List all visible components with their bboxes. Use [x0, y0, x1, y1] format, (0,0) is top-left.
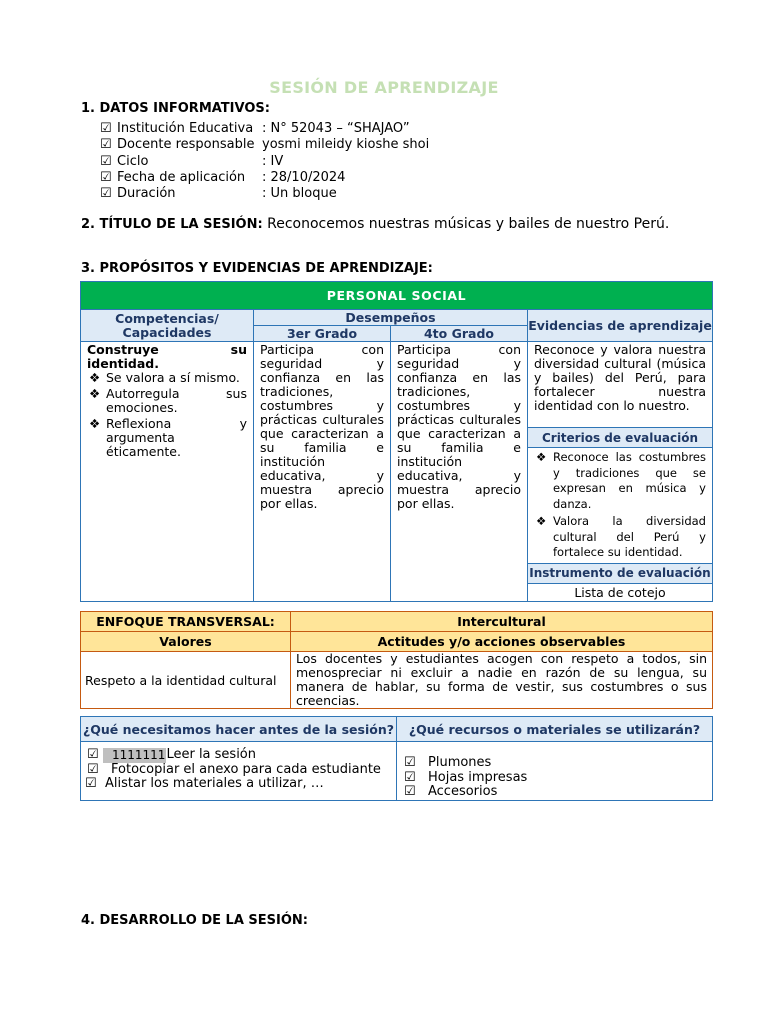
col-competencias-header: Competencias/ Capacidades	[81, 310, 254, 342]
datos-value: yosmi mileidy kioshe shoi	[262, 137, 430, 153]
preparacion-table	[80, 716, 713, 801]
datos-value: : IV	[262, 153, 284, 169]
datos-label: Ciclo	[117, 153, 149, 169]
criterios-list	[534, 450, 706, 561]
list-item: ❖ Se valora a sí mismo.	[89, 370, 240, 385]
col-desempenos-header: Desempeños	[254, 310, 528, 326]
desempeno-grado4-cell: Participa con seguridad y confianza en las tradiciones, costumbres y prácticas culturales que caracterizan a su familia e institución educativa, y muestra aprecio por ellas.	[391, 342, 528, 602]
checkbox-icon: ☑	[87, 747, 99, 762]
capacidades-list	[87, 371, 247, 459]
col-actitudes-header: Actitudes y/o acciones observables	[291, 632, 713, 652]
desempeno-grado3-cell: Participa con seguridad y confianza en las tradiciones, costumbres y prácticas culturales que caracterizan a su familia e institución educativa, y muestra aprecio por ellas.	[254, 342, 391, 602]
checkbox-icon: ☑	[100, 121, 112, 136]
criterios-cell	[528, 448, 713, 564]
actitud-cell: Los docentes y estudiantes acogen con respeto a todos, sin menospreciar ni excluir a nadie en razón de su lengua, su manera de hablar, su forma de vestir, sus costumbres o sus creencias.	[291, 652, 713, 709]
list-item: ❖ Autorregula sus emociones.	[89, 386, 247, 415]
instrumento-cell: Lista de cotejo	[528, 583, 713, 601]
datos-label: Institución Educativa	[117, 121, 254, 136]
item-text: Leer la sesión	[166, 747, 256, 762]
antes-list	[81, 742, 397, 801]
propositos-table	[80, 281, 713, 602]
datos-label: Docente responsable	[117, 137, 255, 153]
list-item	[87, 777, 396, 792]
list-item	[87, 748, 396, 763]
list-item	[404, 771, 712, 786]
datos-row	[100, 154, 429, 170]
competencias-cell	[81, 342, 254, 602]
col-grado3-header: 3er Grado	[254, 326, 391, 342]
checkbox-icon: ☑	[100, 137, 112, 153]
area-header: PERSONAL SOCIAL	[81, 282, 713, 310]
enfoque-label: ENFOQUE TRANSVERSAL:	[81, 612, 291, 632]
list-item: ❖ Valora la diversidad cultural del Perú y fortalece su identidad.	[536, 514, 706, 559]
datos-row	[100, 137, 429, 153]
col-valores-header: Valores	[81, 632, 291, 652]
checkbox-icon: ☑	[100, 153, 112, 169]
col-grado4-header: 4to Grado	[391, 326, 528, 342]
criterios-header: Criterios de evaluación	[528, 428, 713, 448]
checkbox-icon: ☑	[404, 784, 416, 799]
session-title-label: 2. TÍTULO DE LA SESIÓN:	[81, 217, 263, 232]
diamond-bullet-icon: ❖	[536, 514, 547, 528]
datos-row	[100, 186, 429, 202]
list-item	[404, 756, 712, 771]
list-item	[404, 785, 712, 800]
section-datos-heading: 1. DATOS INFORMATIVOS:	[81, 101, 270, 116]
checkbox-icon: ☑	[87, 761, 99, 777]
checkbox-icon: ☑	[404, 769, 416, 785]
valor-cell: Respeto a la identidad cultural	[81, 652, 291, 709]
highlight-text: 1111111	[103, 748, 166, 763]
checkbox-icon: ☑	[85, 776, 97, 791]
datos-label: Fecha de aplicación	[117, 169, 246, 185]
diamond-bullet-icon: ❖	[89, 370, 101, 385]
diamond-bullet-icon: ❖	[536, 450, 547, 464]
checkbox-icon: ☑	[100, 186, 112, 202]
datos-value: : N° 52043 – “SHAJAO”	[262, 121, 410, 136]
item-text: Hojas impresas	[428, 769, 528, 785]
document-title: SESIÓN DE APRENDIZAJE	[269, 78, 499, 97]
session-title	[81, 216, 669, 232]
session-title-value: Reconocemos nuestras músicas y bailes de nuestro Perú.	[267, 216, 670, 232]
datos-value: : Un bloque	[262, 186, 337, 202]
instrumento-header: Instrumento de evaluación	[528, 563, 713, 583]
datos-label: Duración	[117, 186, 176, 202]
section-propositos-heading: 3. PROPÓSITOS Y EVIDENCIAS DE APRENDIZAJE:	[81, 261, 433, 276]
list-item: ❖ Reconoce las costumbres y tradiciones que se expresan en música y danza.	[536, 450, 706, 511]
item-text: Fotocopiar el anexo para cada estudiante	[111, 761, 381, 777]
section-desarrollo-heading: 4. DESARROLLO DE LA SESIÓN:	[81, 913, 308, 928]
evidencia-cell: Reconoce y valora nuestra diversidad cultural (música y bailes) del Perú, para fortalecer nuestra identidad con lo nuestro.	[528, 342, 713, 428]
diamond-bullet-icon: ❖	[89, 386, 101, 401]
item-text: Alistar los materiales a utilizar, …	[105, 776, 324, 791]
datos-value: : 28/10/2024	[262, 169, 346, 185]
recursos-list	[397, 742, 713, 801]
checkbox-icon: ☑	[100, 169, 112, 185]
item-text: Plumones	[428, 755, 492, 770]
list-item: ❖ Reflexiona y argumenta éticamente.	[89, 416, 247, 459]
checkbox-icon: ☑	[404, 755, 416, 770]
enfoque-value: Intercultural	[291, 612, 713, 632]
enfoque-table	[80, 611, 713, 709]
diamond-bullet-icon: ❖	[89, 416, 101, 431]
competencia-text: Construye su identidad.	[87, 342, 247, 371]
col-antes-header: ¿Qué necesitamos hacer antes de la sesión?	[81, 717, 397, 742]
list-item	[87, 763, 396, 778]
col-recursos-header: ¿Qué recursos o materiales se utilizarán?	[397, 717, 713, 742]
col-evidencias-header: Evidencias de aprendizaje	[528, 310, 713, 342]
datos-row	[100, 170, 429, 186]
datos-list	[100, 121, 429, 202]
datos-row	[100, 121, 429, 137]
item-text: Accesorios	[428, 784, 498, 799]
